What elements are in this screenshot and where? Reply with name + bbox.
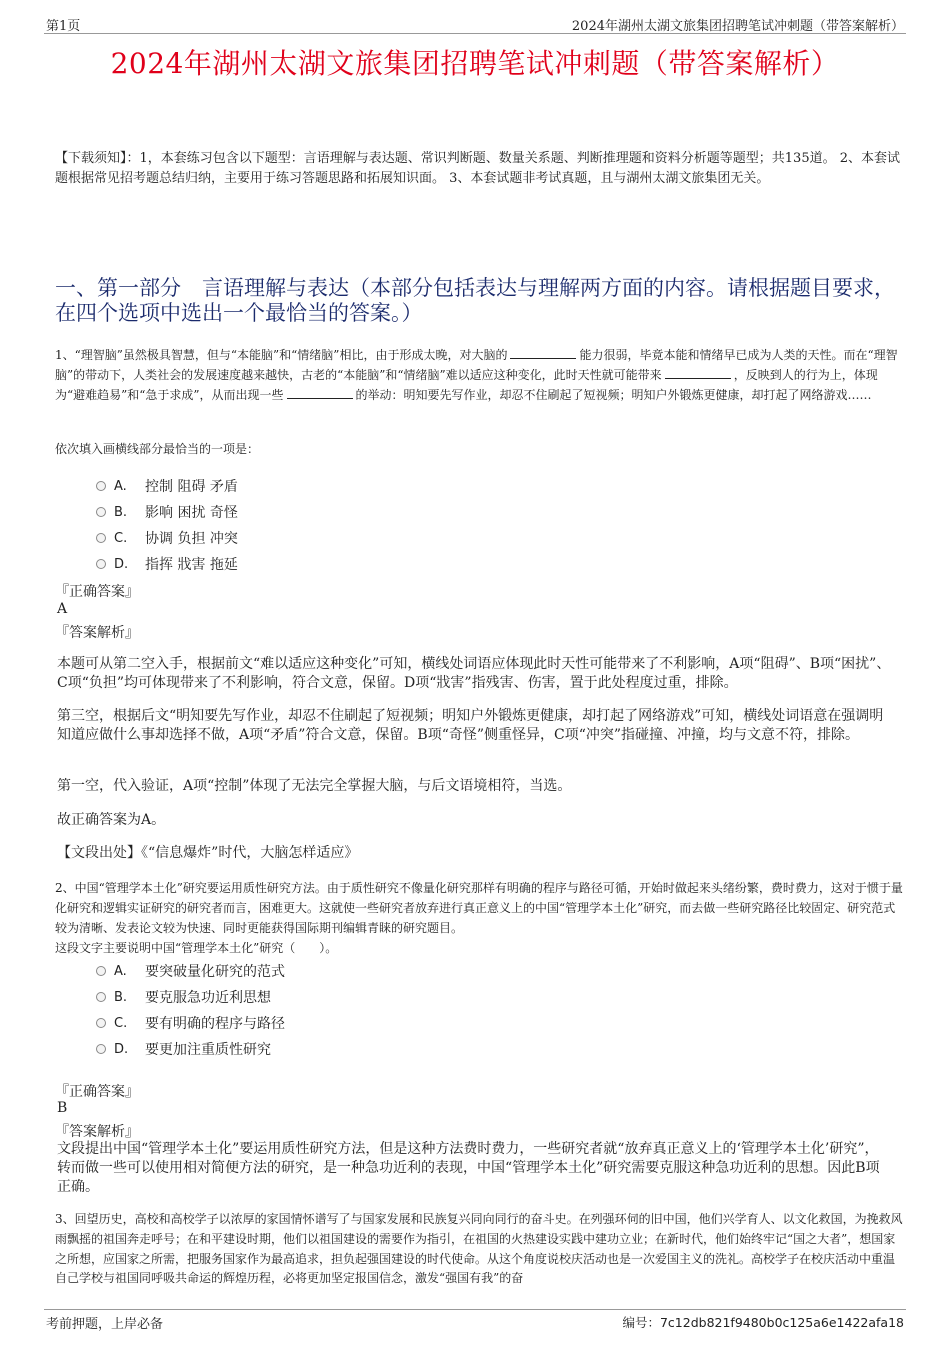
page-title: 2024年湖州太湖文旅集团招聘笔试冲刺题（带答案解析） — [110, 47, 840, 80]
question-2-text: 2、中国“管理学本土化”研究要运用质性研究方法。由于质性研究不像量化研究那样有明确的程序与路径可循，开始时做起来头绪纷繁，费时费力，这对于惯于量化研究和逻辑实证研究的研究者而言，困难更大。这就使一些研究者放弃进行真正意义上的中国“管理学本土化”研究，而去做一些研究路径比较固定、研究范式较为清晰、发表论文较为快速、同时更能获得国际期刊编辑青睐的研究题目。 — [55, 881, 903, 935]
option-letter: D. — [114, 556, 129, 572]
blank-3 — [287, 388, 353, 399]
q1-source: 【文段出处】《“信息爆炸”时代，大脑怎样适应》 — [57, 845, 359, 861]
option-text: 控制 阻碍 矛盾 — [145, 479, 238, 495]
q1-analysis-2: 第三空，根据后文“明知要先写作业，却忍不住刷起了短视频；明知户外锻炼更健康，却打起了网络游戏”可知，横线处词语意在强调明知道应做什么事却选择不做，A项“矛盾”符合文意，保留。B项“奇怪”侧重怪异，C项“冲突”指碰撞、冲撞，均与文意不符，排除。 — [57, 708, 884, 743]
header-divider — [44, 33, 906, 34]
q1-answer-label: 『正确答案』 — [55, 584, 139, 600]
section-heading: 一、第一部分 言语理解与表达（本部分包括表达与理解两方面的内容。请根据题目要求，在四个选项中选出一个最恰当的答案。） — [55, 276, 895, 325]
radio-icon[interactable] — [96, 1044, 106, 1054]
radio-icon[interactable] — [96, 533, 106, 543]
option-text: 要有明确的程序与路径 — [145, 1016, 285, 1032]
q2-analysis: 文段提出中国“管理学本土化”要运用质性研究方法，但是这种方法费时费力，一些研究者就“放弃真正意义上的‘管理学本土化’研究”，转而做一些可以使用相对简便方法的研究，是一种急功近利的表现，中国“管理学本土化”研究需要克服这种急功近利的思想。因此B项正确。 — [57, 1141, 880, 1195]
option-letter: B. — [114, 989, 128, 1005]
option-letter: A. — [114, 478, 127, 494]
footer-divider — [44, 1309, 906, 1310]
question-3-text: 3、回望历史，高校和高校学子以浓厚的家国情怀谱写了与国家发展和民族复兴同向同行的奋斗史。在列强环伺的旧中国，他们兴学育人、以文化救国，为挽救风雨飘摇的祖国奔走呼号；在和平建设时期，他们以祖国建设的需要作为指引，在祖国的火热建设实践中建功立业；在新时代，他们始终牢记“国之大者”，想国家之所想，应国家之所需，把服务国家作为最高追求，担负起强国建设的时代使命。从这个角度说校庆活动也是一次爱国主义的洗礼。高校学子在校庆活动中重温自己学校与祖国同呼吸共命运的辉煌历程，必将更加坚定报国信念，激发“强国有我”的奋 — [55, 1212, 903, 1286]
q1-part-1: 1、“理智脑”虽然极具智慧，但与“本能脑”和“情绪脑”相比，由于形成太晚，对大脑的 — [55, 348, 508, 362]
radio-icon[interactable] — [96, 481, 106, 491]
radio-icon[interactable] — [96, 992, 106, 1002]
question-1-prompt: 依次填入画横线部分最恰当的一项是： — [55, 442, 260, 456]
option-text: 要克服急功近利思想 — [145, 990, 271, 1006]
option-letter: A. — [114, 963, 127, 979]
blank-1 — [510, 348, 576, 359]
option-text: 协调 负担 冲突 — [145, 531, 238, 547]
q1-option-a[interactable] — [96, 473, 238, 499]
q1-part-3: ，反映到人的行为上，体现为“避难趋易”和“急于求成”，从而出现一些 — [55, 367, 878, 402]
page-number: 第1页 — [46, 19, 81, 34]
q2-answer: B — [57, 1100, 68, 1116]
radio-icon[interactable] — [96, 559, 106, 569]
blank-2 — [665, 368, 731, 379]
header-doc-title: 2024年湖州太湖文旅集团招聘笔试冲刺题（带答案解析） — [571, 19, 904, 34]
q2-option-a[interactable] — [96, 958, 285, 984]
q2-option-b[interactable] — [96, 984, 271, 1010]
option-letter: D. — [114, 1041, 129, 1057]
q1-answer: A — [57, 601, 68, 617]
option-text: 指挥 戕害 拖延 — [145, 557, 238, 573]
radio-icon[interactable] — [96, 966, 106, 976]
q1-analysis-label: 『答案解析』 — [55, 625, 139, 641]
q2-analysis-label: 『答案解析』 — [55, 1124, 139, 1140]
option-text: 要更加注重质性研究 — [145, 1042, 271, 1058]
q2-answer-label: 『正确答案』 — [55, 1084, 139, 1100]
download-notice: 【下载须知】：1，本套练习包含以下题型：言语理解与表达题、常识判断题、数量关系题、判断推理题和资料分析题等题型；共135道。 2、本套试题根据常见招考题总结归纳，主要用于练习答题思路和拓展知识面。 3、本套试题非考试真题，且与湖州太湖文旅集团无关。 — [55, 151, 900, 186]
q1-part-2: 能力很弱，毕竟本能和情绪早已成为人类的天性。而在“理智脑”的带动下，人类社会的发展速度越来越快，古老的“本能脑”和“情绪脑”难以适应这种变化，此时天性就可能带来 — [55, 348, 898, 382]
q1-analysis-1: 本题可从第二空入手，根据前文“难以适应这种变化”可知，横线处词语应体现此时天性可能带来了不利影响，A项“阻碍”、B项“困扰”、C项“负担”均可体现带来了不利影响，符合文意，保留。D项“戕害”指残害、伤害，置于此处程度过重，排除。 — [57, 656, 891, 691]
q2-option-d[interactable] — [96, 1036, 271, 1062]
radio-icon[interactable] — [96, 507, 106, 517]
question-2-prompt: 这段文字主要说明中国“管理学本土化”研究（ ）。 — [55, 941, 338, 955]
footer-slogan: 考前押题，上岸必备 — [46, 1317, 164, 1332]
option-letter: C. — [114, 1015, 128, 1031]
option-text: 影响 困扰 奇怪 — [145, 505, 238, 521]
option-text: 要突破量化研究的范式 — [145, 964, 285, 980]
document-id: 编号：7c12db821f9480b0c125a6e1422afa18 — [622, 1315, 904, 1330]
q1-option-d[interactable] — [96, 551, 238, 577]
radio-icon[interactable] — [96, 1018, 106, 1028]
q1-analysis-3: 第一空，代入验证，A项“控制”体现了无法完全掌握大脑，与后文语境相符，当选。 — [57, 778, 572, 794]
q2-option-c[interactable] — [96, 1010, 285, 1036]
q1-option-b[interactable] — [96, 499, 238, 525]
q1-analysis-4: 故正确答案为A。 — [57, 812, 166, 828]
option-letter: C. — [114, 530, 128, 546]
q1-option-c[interactable] — [96, 525, 238, 551]
question-1-text — [55, 346, 905, 405]
option-letter: B. — [114, 504, 128, 520]
q1-part-4: 的举动：明知要先写作业，却忍不住刷起了短视频；明知户外锻炼更健康，却打起了网络游戏…… — [355, 387, 872, 402]
